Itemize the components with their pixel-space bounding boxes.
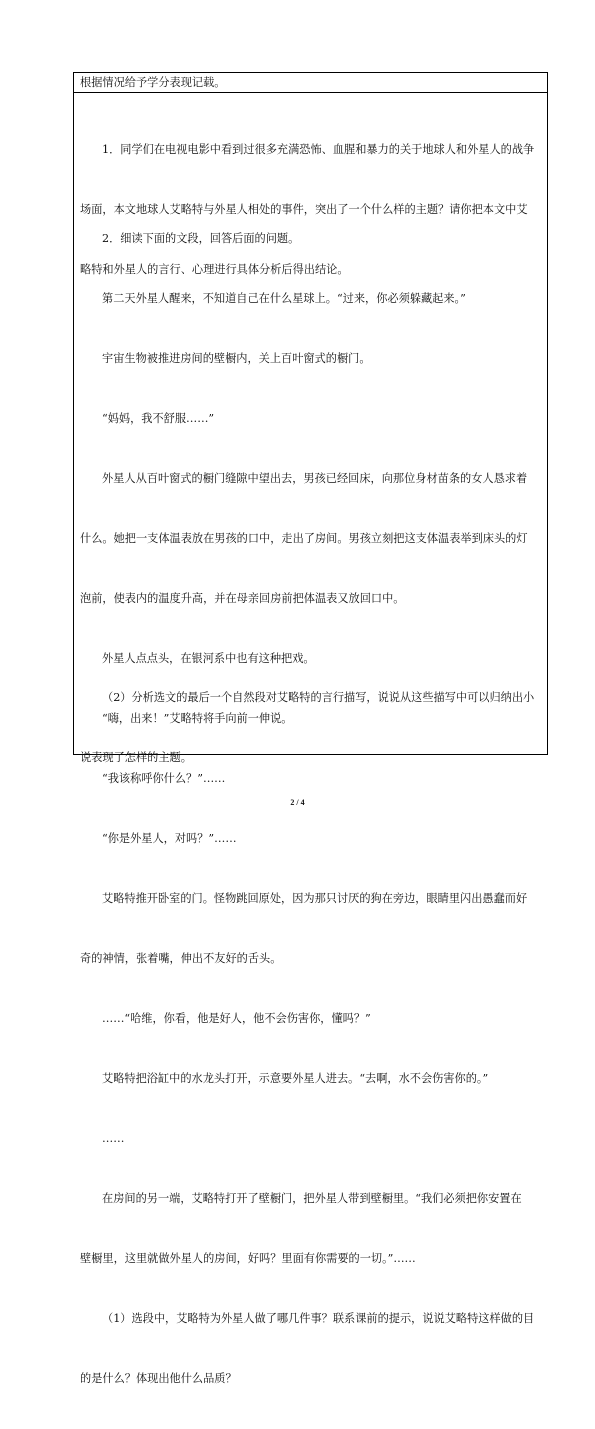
- passage-paragraph: “妈妈，我不舒服……”: [102, 412, 215, 425]
- row-divider: [74, 92, 547, 93]
- q1-line: 略特和外星人的言行、心理进行具体分析后得出结论。: [80, 263, 349, 276]
- passage-paragraph: 艾略特推开卧室的门。怪物跳回原处，因为那只讨厌的狗在旁边，眼睛里闪出愚蠢而好: [102, 892, 528, 905]
- question-2: [80, 189, 543, 1429]
- sub-question-1: （1）选段中，艾略特为外星人做了哪几件事？联系课前的提示，说说艾略特这样做的目: [102, 1312, 535, 1325]
- page-number: 2 / 4: [290, 798, 305, 807]
- passage-paragraph: 外星人从百叶窗式的橱门缝隙中望出去，男孩已经回床，向那位身材苗条的女人恳求着: [102, 472, 528, 485]
- passage-paragraph: 外星人点点头，在银河系中也有这种把戏。: [102, 652, 315, 665]
- sub-question-1-cont: 的是什么？体现出他什么品质？: [80, 1372, 237, 1385]
- passage-paragraph: ……: [102, 1132, 125, 1145]
- record-note: 根据情况给予学分表现记载。: [80, 76, 226, 89]
- passage-paragraph: “我该称呼你什么？”……: [102, 772, 226, 785]
- passage-paragraph-cont: 奇的神情，张着嘴，伸出不友好的舌头。: [80, 952, 282, 965]
- passage-paragraph: 第二天外星人醒来，不知道自己在什么星球上。“过来，你必须躲藏起来。”: [102, 292, 466, 305]
- passage-paragraph: “你是外星人，对吗？”……: [102, 832, 237, 845]
- passage-paragraph: 在房间的另一端，艾略特打开了壁橱门，把外星人带到壁橱里。“我们必须把你安置在: [102, 1192, 522, 1205]
- sub-question-2: [80, 648, 543, 808]
- passage-paragraph: “嗨，出来！”艾略特将手向前一伸说。: [102, 712, 293, 725]
- passage-paragraph-cont: 什么。她把一支体温表放在男孩的口中，走出了房间。男孩立刻把这支体温表举到床头的灯: [80, 532, 528, 545]
- passage-paragraph-cont: 壁橱里，这里就做外星人的房间，好吗？里面有你需要的一切。”……: [80, 1252, 416, 1265]
- passage-paragraph: 宇宙生物被推进房间的壁橱内，关上百叶窗式的橱门。: [102, 352, 371, 365]
- q2-intro: 2．细读下面的文段，回答后面的问题。: [102, 232, 300, 245]
- passage-paragraph: 艾略特把浴缸中的水龙头打开，示意要外星人进去。“去啊，水不会伤害你的。”: [102, 1072, 489, 1085]
- q1-line: 场面，本文地球人艾略特与外星人相处的事件，突出了一个什么样的主题？请你把本文中艾: [80, 203, 528, 216]
- passage-paragraph: ……“哈维，你看，他是好人，他不会伤害你，懂吗？”: [102, 1012, 371, 1025]
- passage-paragraph-cont: 泡前，使表内的温度升高，并在母亲回房前把体温表又放回口中。: [80, 592, 405, 605]
- sub-question-2-line: （2）分析选文的最后一个自然段对艾略特的言行描写，说说从这些描写中可以归纳出小: [102, 691, 535, 704]
- sub-question-2-line: 说表现了怎样的主题。: [80, 751, 192, 764]
- q1-line: 1．同学们在电视电影中看到过很多充满恐怖、血腥和暴力的关于地球人和外星人的战争: [102, 143, 535, 156]
